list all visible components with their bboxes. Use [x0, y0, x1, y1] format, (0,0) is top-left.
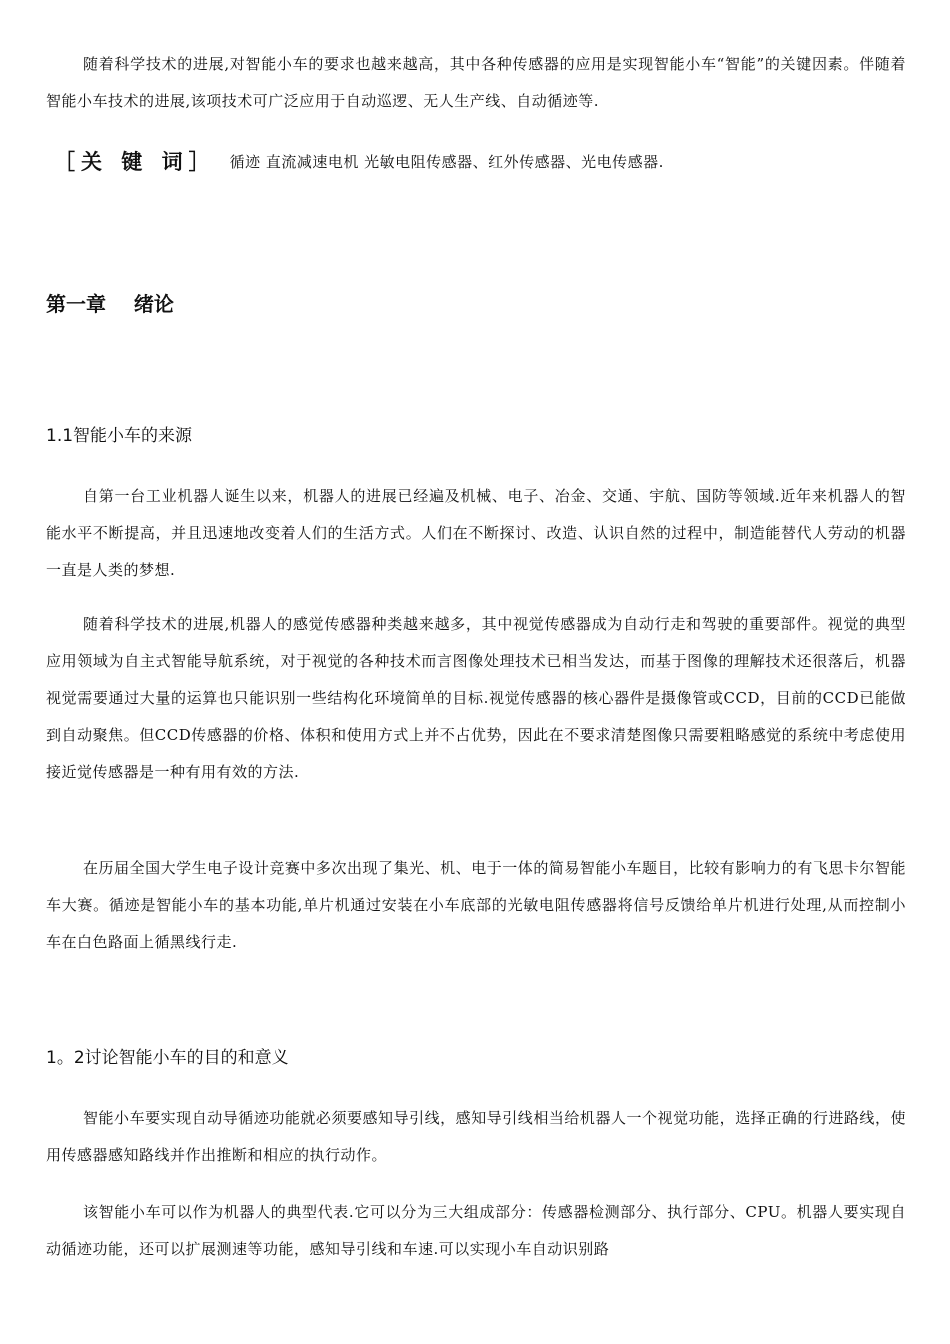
keywords-text: 循迹 直流减速电机 光敏电阻传感器、红外传感器、光电传感器.: [229, 152, 664, 171]
section-1-1-paragraph-3: [46, 850, 906, 961]
paragraph-text: 该智能小车可以作为机器人的典型代表.它可以分为三大组成部分：传感器检测部分、执行部分、CPU。机器人要实现自动循迹功能，还可以扩展测速等功能，感知导引线和车速.可以实现小车自动识别路: [46, 1203, 906, 1258]
section-1-2-paragraph-1: [46, 1100, 906, 1174]
paragraph-text: 自第一台工业机器人诞生以来，机器人的进展已经遍及机械、电子、冶金、交通、宇航、国防等领域.近年来机器人的智能水平不断提高，并且迅速地改变着人们的生活方式。人们在不断探讨、改造、认识自然的过程中，制造能替代人劳动的机器一直是人类的梦想.: [46, 487, 906, 579]
abstract-section: [46, 46, 906, 120]
keywords-label: ［关 键 词］: [54, 150, 216, 174]
chapter-title: 第一章 绪论: [46, 292, 174, 316]
section-1-1-paragraph-1: [46, 478, 906, 589]
paragraph-text: 智能小车要实现自动导循迹功能就必须要感知导引线，感知导引线相当给机器人一个视觉功能，选择正确的行进路线，使用传感器感知路线并作出推断和相应的执行动作。: [46, 1109, 906, 1164]
paragraph-text: 随着科学技术的进展,机器人的感觉传感器种类越来越多，其中视觉传感器成为自动行走和驾驶的重要部件。视觉的典型应用领域为自主式智能导航系统，对于视觉的各种技术而言图像处理技术已相当发达，而基于图像的理解技术还很落后，机器视觉需要通过大量的运算也只能识别一些结构化环境简单的目标.视觉传感器的核心器件是摄像管或CCD，目前的CCD已能做到自动聚焦。但CCD传感器的价格、体积和使用方式上并不占优势，因此在不要求清楚图像只需要粗略感觉的系统中考虑使用接近觉传感器是一种有用有效的方法.: [46, 615, 906, 781]
section-1-2-paragraph-2: [46, 1194, 906, 1268]
section-1-1-paragraph-2: [46, 606, 906, 791]
paragraph-text: 在历届全国大学生电子设计竞赛中多次出现了集光、机、电于一体的简易智能小车题目，比较有影响力的有飞思卡尔智能车大赛。循迹是智能小车的基本功能,单片机通过安装在小车底部的光敏电阻传感器将信号反馈给单片机进行处理,从而控制小车在白色路面上循黑线行走.: [46, 859, 906, 951]
section-heading-1-2: 1。2讨论智能小车的目的和意义: [46, 1048, 289, 1068]
section-heading-1-1: 1.1智能小车的来源: [46, 426, 193, 446]
keywords-line: [54, 146, 906, 176]
abstract-paragraph: 随着科学技术的进展,对智能小车的要求也越来越高，其中各种传感器的应用是实现智能小车“智能”的关键因素。伴随着智能小车技术的进展,该项技术可广泛应用于自动巡逻、无人生产线、自动循迹等.: [46, 55, 906, 110]
